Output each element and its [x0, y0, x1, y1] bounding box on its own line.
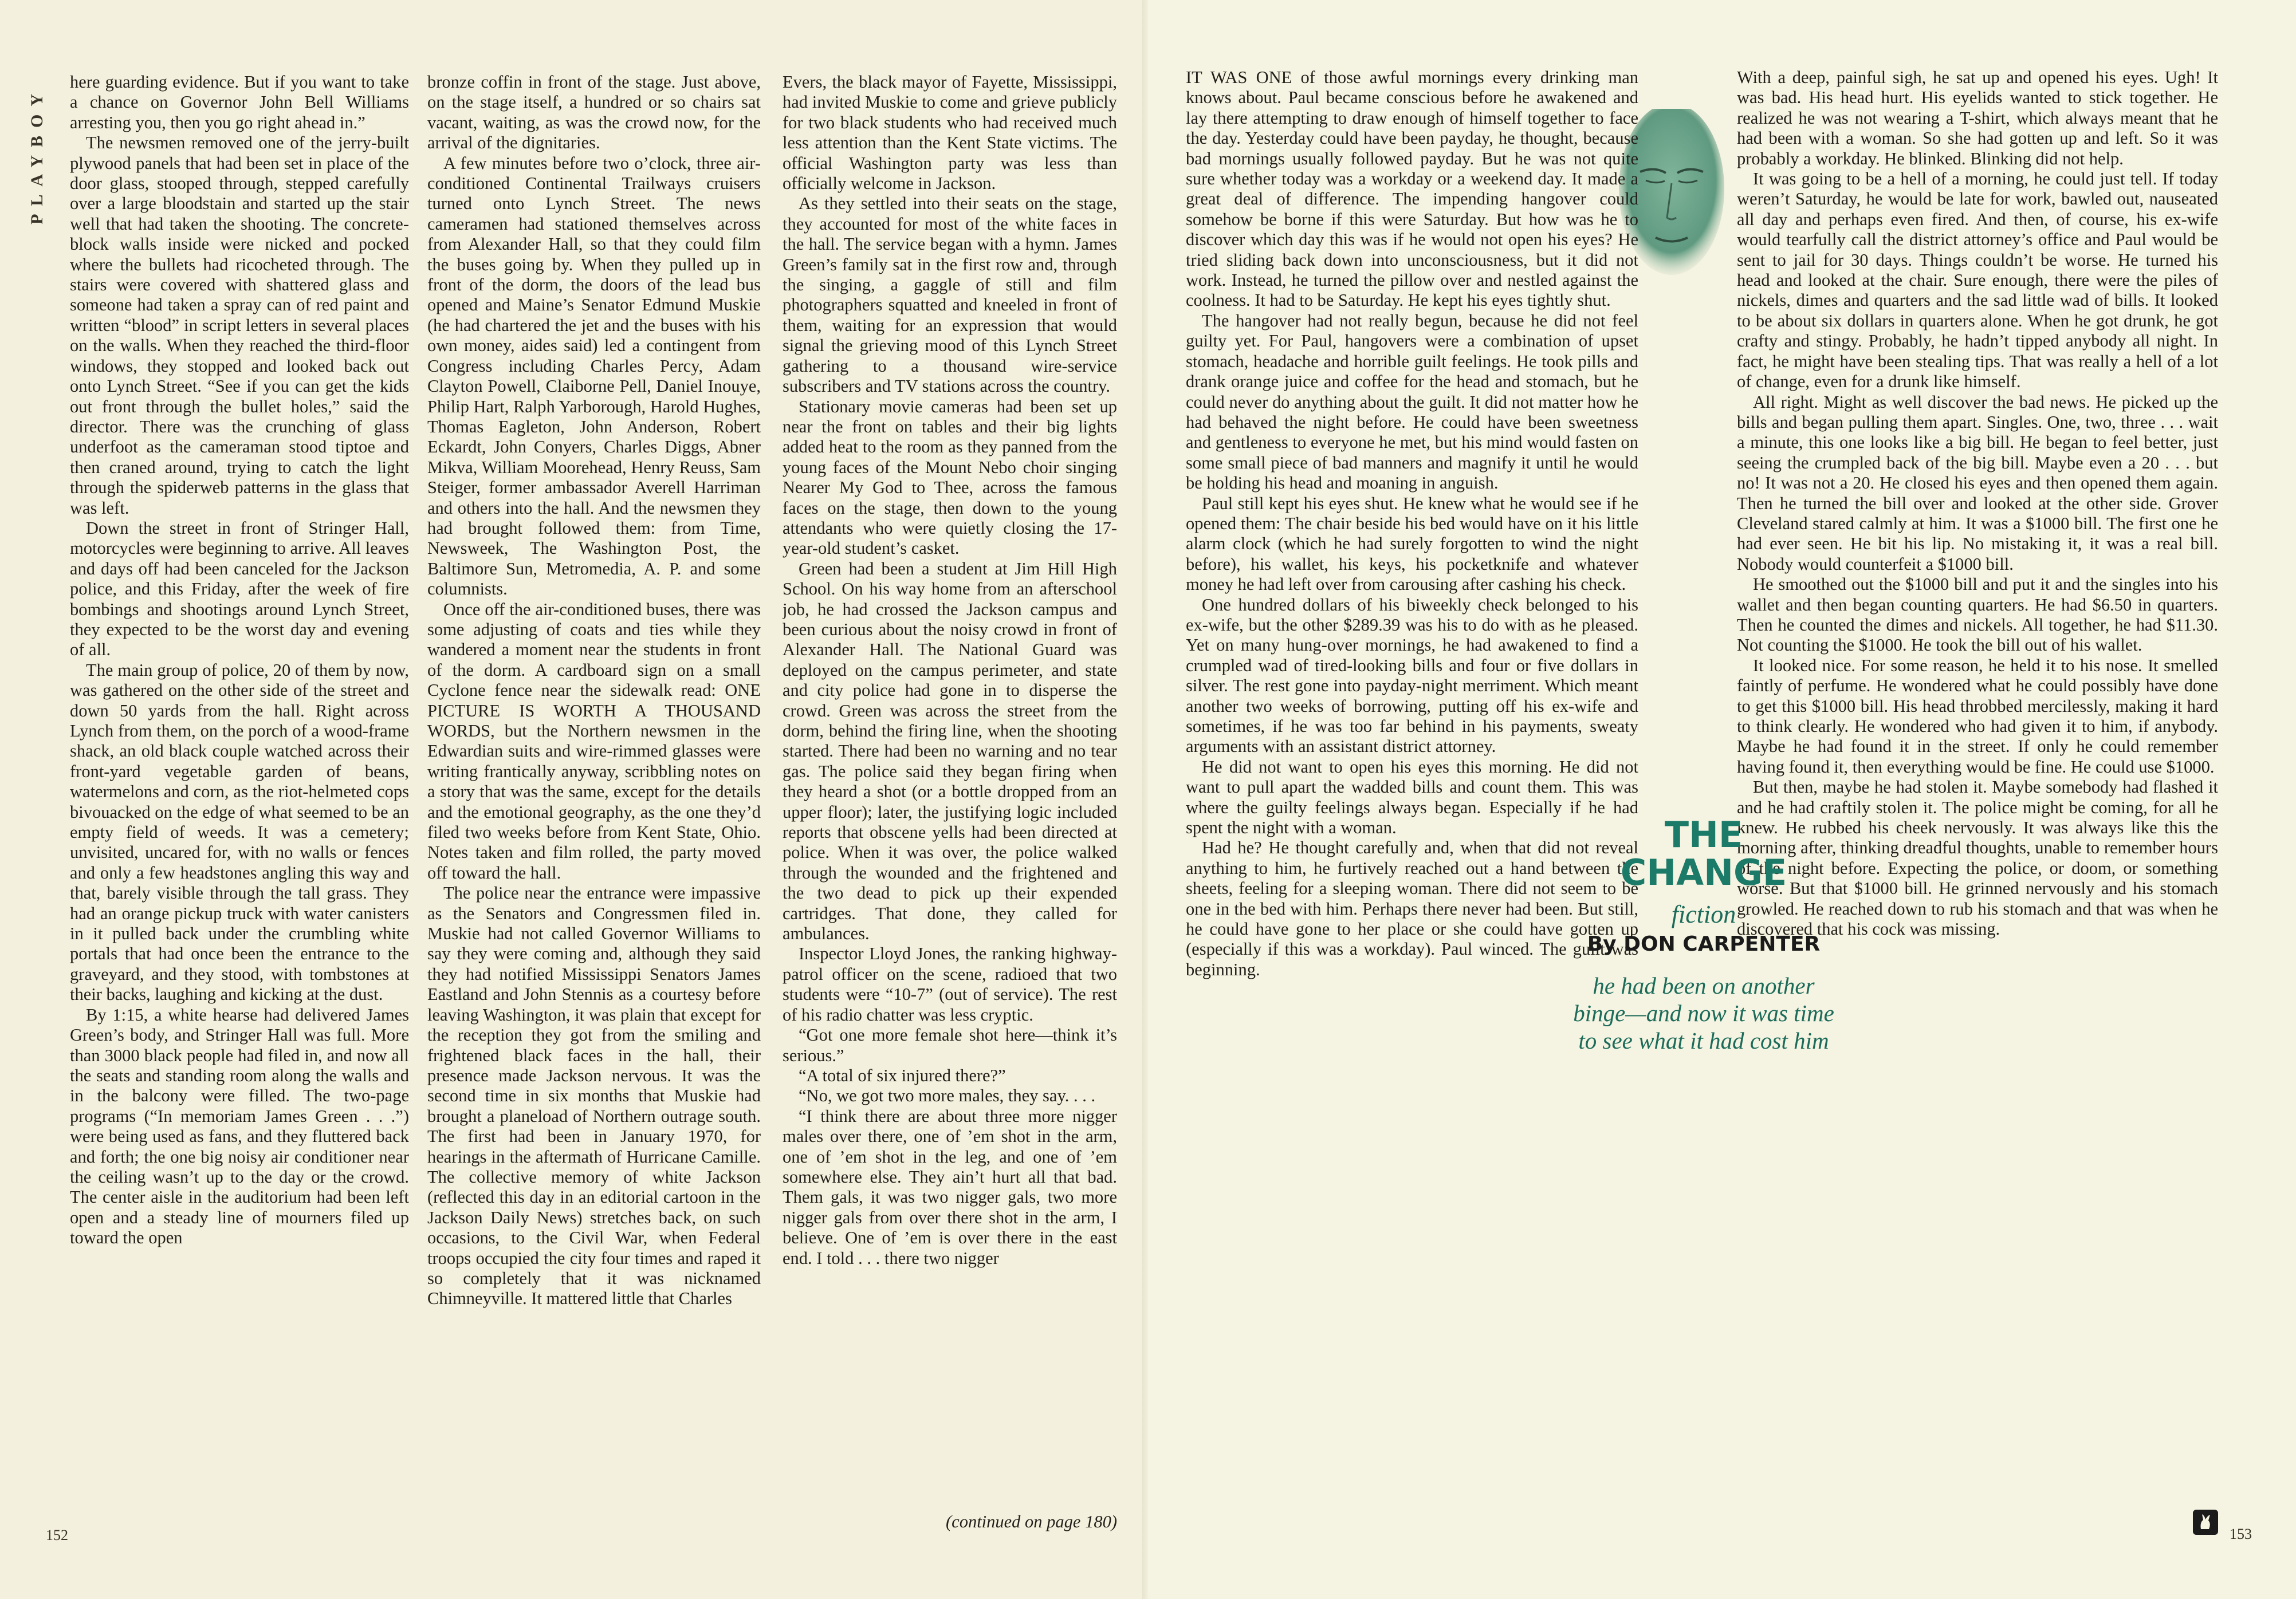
story-title-line1: THE: [1664, 814, 1743, 856]
playboy-bunny-icon: [2193, 1510, 2218, 1535]
page-number-left: 152: [46, 1527, 68, 1543]
story-title-block: [1566, 816, 1841, 1054]
left-column-2: [427, 72, 761, 1550]
story-dek: he had been on another binge—and now it was time to see what it had cost him: [1573, 972, 1834, 1054]
paragraph: “A total of six injured there?”: [799, 1065, 1006, 1085]
paragraph: bronze coffin in front of the stage. Just above, on the stage itself, a hundred or so chairs sat vacant, waiting, as was the crowd now, for the arrival of the dignitaries.: [427, 72, 761, 153]
paragraph: All right. Might as well discover the bad news. He picked up the bills and began pulling them apart. Singles. One, two, three . . . wait a minute, this one looks like a big bill. He began to feel better, just seeing the crumpled back of the big bill. Maybe even a 20 . . . but no! It was not a 20. He closed his eyes and then opened them again. Then he turned the bill over and looked at the other side. Grover Cleveland stared calmly at him. It was a $1000 bill. The first one he had ever seen. He bit his lip. No mistaking it, it was a real bill. Nobody would counterfeit a $1000 bill.: [1737, 392, 2218, 574]
paragraph: A few minutes before two o’clock, three air-conditioned Continental Trailways cruisers turned onto Lynch Street. The news cameramen had stationed themselves across from Alexander Hall, so that they could film the buses going by. When they pulled up in front of the dorm, the doors of the lead bus opened and Maine’s Senator Edmund Muskie (he had chartered the jet and the buses with his own money, aides said) led a contingent from Congress including Charles Percy, Adam Clayton Powell, Claiborne Pell, Daniel Inouye, Philip Hart, Ralph Yarborough, Harold Hughes, Thomas Eagleton, John Anderson, Robert Eckardt, John Conyers, Charles Diggs, Abner Mikva, William Moorehead, Henry Reuss, Sam Steiger, former ambassador Averell Harriman and others into the hall. And the newsmen they had brought followed them: from Time, Newsweek, The Washington Post, the Baltimore Sun, Metromedia, A. P. and some columnists.: [427, 153, 761, 599]
paragraph: As they settled into their seats on the stage, they accounted for most of the white faces in the hall. The service began with a hymn. James Green’s family sat in the first row and, through the singing, a gaggle of still and film photographers squatted and kneeled in front of them, waiting for an expression that would signal the grieving mood of this Lynch Street gathering to a thousand wire-service subscribers and TV stations across the country.: [783, 194, 1117, 396]
paragraph: Stationary movie cameras had been set up near the front on tables and their big lights added heat to the room as they panned from the young faces of the Mount Nebo choir singing Nearer My God to Thee, across the famous faces on the stage, then down to the young attendants who were quietly closing the 17-year-old student’s casket.: [783, 396, 1117, 558]
magazine-masthead-vertical: PLAYBOY: [27, 86, 46, 225]
paragraph: Evers, the black mayor of Fayette, Mississippi, had invited Muskie to come and grieve publicly for two black students who had received much less attention than the Kent State victims. The official Washington party was less than officially welcome in Jackson.: [783, 72, 1117, 194]
paragraph: Down the street in front of Stringer Hall, motorcycles were beginning to arrive. All leaves and days off had been canceled for the Jackson police, and this Friday, after the week of fire bombings and shootings around Lynch Street, they expected to be the worst day and evening of all.: [70, 518, 409, 660]
story-byline: By DON CARPENTER: [1587, 932, 1821, 956]
paragraph: The newsmen removed one of the jerry-built plywood panels that had been set in place of the door glass, stooped through, stepped carefully over a large bloodstain and started up the stair well that had taken the shooting. The concrete-block walls inside were nicked and pocked where the bullets had ricocheted through. The stairs were covered with shattered glass and someone had taken a spray can of red paint and written “blood” in script letters in several places on the walls. When they reached the third-floor windows, they stopped and looked back out onto Lynch Street. “See if you can get the kids out front through the bullet holes,” said the director. There was the crunching of glass underfoot as the cameraman stood tiptoe and then craned around, trying to catch the light through the spiderweb patterns in the glass that was left.: [70, 133, 409, 518]
paragraph: The police near the entrance were impassive as the Senators and Congressmen filed in. Muskie had not called Governor Williams to say they were coming and, although they said they had notified Mississippi Senators James Eastland and John Stennis as a courtesy before leaving Washington, it was plain that except for the reception they got from the smiling and frightened black faces in the hall, their presence made Jackson nervous. It was the second time in six months that Muskie had brought a planeload of Northern outrage south. The first had been in January 1970, for hearings in the aftermath of Hurricane Camille. The collective memory of white Jackson (reflected this day in an editorial cartoon in the Jackson Daily News) stretches back, on such occasions, to the Civil War, when Federal troops occupied the city four times and raped it so completely that it was nicknamed Chimneyville. It mattered little that Charles: [427, 883, 761, 1309]
paragraph: IT WAS ONE of those awful mornings every drinking man knows about. Paul became conscious before he awakened and lay there attempting to draw enough of himself together to face the day. Yesterday could have been payday, he thought, because bad mornings usually followed payday. But he was not quite sure whether today was a workday or a weekend day. It made a great deal of difference. The impending hangover could somehow be borne if this were Saturday. But how was he to discover which day this was if he would not open his eyes? He tried sliding back down into unconsciousness, but it did not work. Instead, he turned the pillow over and nestled against the coolness. It had to be Saturday. He kept his eyes tightly shut.: [1186, 68, 1638, 310]
paragraph: Paul still kept his eyes shut. He knew what he would see if he opened them: The chair beside his bed would have on it his little alarm clock (which he had surely forgotten to wind the night before), his wallet, his keys, his pocketknife and whatever money he had left over from carousing after cashing his check.: [1186, 493, 1638, 594]
paragraph: The main group of police, 20 of them by now, was gathered on the other side of the street and down 50 yards from the hall. Right across Lynch from them, on the porch of a wood-frame shack, an old black couple watched across their front-yard vegetable garden of beans, watermelons and corn, as the riot-helmeted cops bivouacked on the edge of what seemed to be an empty field of weeds. It was a cemetery; unvisited, uncared for, with no walls or fences and only a few headstones angling this way and that, barely visible through the tall grass. They had an orange pickup truck with water canisters in it pulled back under the crumbling white portals that had once been the entrance to the graveyard, and they stood, with tombstones at their backs, laughing and kicking at the dust.: [70, 660, 409, 1005]
paragraph: Green had been a student at Jim Hill High School. On his way home from an afterschool job, he had crossed the Jackson campus and been curious about the noisy crowd in front of Alexander Hall. The National Guard was deployed on the campus perimeter, and state and city police had gone in to disperse the crowd. Green was across the street from the dorm, behind the firing line, when the shooting started. There had been no warning and no tear gas. The police said they began firing when they heard a shot (or a bottle dropped from an upper floor); later, the justifying logic included reports that obscene yells had been directed at police. When it was over, the police walked through the wounded and the frightened and the two dead to pick up their expended cartridges. That done, they called for ambulances.: [783, 558, 1117, 944]
paragraph: The hangover had not really begun, because he did not feel guilty yet. For Paul, hangovers were a combination of upset stomach, headache and horrible guilt feelings. He took pills and drank orange juice and coffee for the head and stomach, but he could never do anything about the guilt. It did not matter how he had behaved the night before. He could have been sweetness and gentleness to everyone he met, but his mind would fasten on some small piece of bad manners and magnify it until he would be holding his head and moaning in anguish.: [1186, 310, 1638, 493]
paragraph: Inspector Lloyd Jones, the ranking highway-patrol officer on the scene, radioed that two students were “10-7” (out of service). The rest of his radio chatter was less cryptic.: [783, 944, 1117, 1025]
paragraph: “I think there are about three more nigger males over there, one of ’em shot in the arm, one of ’em shot in the leg, and one of ’em somewhere else. They ain’t hurt all that bad. Them gals, it was two nigger gals, two more nigger gals from over there shot in the arm, I believe. One of ’em is over there in the east end. I told . . . there two nigger: [783, 1106, 1117, 1268]
paragraph: here guarding evidence. But if you want to take a chance on Governor John Bell Williams arresting you, then you go right ahead in.”: [70, 72, 409, 132]
story-genre: fiction: [1671, 900, 1736, 928]
paragraph: Once off the air-conditioned buses, there was some adjusting of coats and ties while they wandered a moment near the students in front of the dorm. A cardboard sign on a small Cyclone fence near the sidewalk read: ONE PICTURE IS WORTH A THOUSAND WORDS, but the Northern newsmen in the Edwardian suits and wire-rimmed glasses were writing frantically anyway, scribbling notes on a story that was the same, except for the details and the emotional geography, as the one they’d filed two weeks before from Kent State, Ohio. Notes taken and film rolled, the party moved off toward the hall.: [427, 599, 761, 883]
paragraph: One hundred dollars of his biweekly check belonged to his ex-wife, but the other $289.39 was his to do with as he pleased. Yet on many hung-over mornings, he had awakened to find a crumpled wad of tired-looking bills and four or five dollars in silver. The rest gone into payday-night merriment. Which meant another two weeks of borrowing, putting off his ex-wife and sometimes, if he was too far behind in his payments, sweaty arguments with an assistant district attorney.: [1186, 594, 1638, 757]
story-title-line2: CHANGE: [1620, 852, 1787, 893]
paragraph: With a deep, painful sigh, he sat up and opened his eyes. Ugh! It was bad. His head hurt. His eyelids wanted to stick together. He realized he was not wearing a T-shirt, which always meant that he had been with a woman. So she had gotten up and left. So it was probably a workday. He blinked. Blinking did not help.: [1737, 68, 2218, 168]
paragraph: He did not want to open his eyes this morning. He did not want to pull apart the wadded bills and count them. This was where the guilty feelings always began. Especially if he had spent the night with a woman.: [1186, 757, 1638, 838]
right-column-2: [1737, 68, 2218, 1534]
paragraph: He smoothed out the $1000 bill and put it and the singles into his wallet and then began counting quarters. He had $6.50 in quarters. Then he counted the dimes and nickels. All together, he had $11.30. Not counting the $1000. He took the bill out of his wallet.: [1737, 574, 2218, 655]
paragraph: It was going to be a hell of a morning, he could just tell. If today weren’t Saturday, he would be late for work, bawled out, nauseated all day and perhaps even fired. And then, of course, his ex-wife would tearfully call the district attorney’s office and Paul would be sent to jail for 30 days. Things couldn’t be worse. He turned his head and looked at the chair. Sure enough, there were the piles of nickels, dimes and quarters and the sad little wad of bills. It looked to be about six dollars in quarters alone. When he got drunk, he got crafty and stingy. Probably, he hadn’t tipped anybody all night. In fact, he might have been stealing tips. That was really a hell of a lot of change, even for a drunk like himself.: [1737, 169, 2218, 392]
paragraph: It looked nice. For some reason, he held it to his nose. It smelled faintly of perfume. He wondered what he could possibly have done to get this $1000 bill. His head throbbed mercilessly, making it hard to think clearly. He wondered who had given it to him, if anybody. Maybe he had found it in the street. If only he could remember having found it, then everything would be fine. He could use $1000.: [1737, 655, 2218, 777]
paragraph: Had he? He thought carefully and, when that did not reveal anything to him, he furtively reached out a hand between the sheets, feeling for a sleeping woman. There did not seem to be one in the bed with him. Perhaps there never had been. But still, he could have gone to her place or she could have gotten up (especially if this was a workday). Paul winced. The guilt was beginning.: [1186, 838, 1638, 979]
left-column-1: [70, 72, 409, 1550]
paragraph: By 1:15, a white hearse had delivered James Green’s body, and Stringer Hall was full. More than 3000 black people had filed in, and now all the seats and standing room along the walls and in the balcony were filled. The two-page programs (“In memoriam James Green . . .”) were being used as fans, and they fluttered back and forth; the one big noisy air conditioner near the ceiling wasn’t up to the day or the crowd. The center aisle in the auditorium had been left open and a steady line of mourners filed up toward the open: [70, 1005, 409, 1248]
page-number-right: 153: [2230, 1526, 2252, 1542]
paragraph: “Got one more female shot here—think it’s serious.”: [783, 1025, 1117, 1065]
paragraph: “No, we got two more males, they say. . . .: [799, 1086, 1096, 1106]
left-column-3: [783, 72, 1117, 1515]
continued-note: (continued on page 180): [946, 1512, 1117, 1531]
paragraph: But then, maybe he had stolen it. Maybe somebody had flashed it and he had craftily stolen it. The police might be coming, for all he knew. He rubbed his cheek nervously. It was always like this the morning after, thinking dreadful thoughts, unable to remember hours of the night before. Expecting the police, or doom, or something worse. But that $1000 bill. He grinned nervously and his stomach growled. He reached down to rub his stomach and that was when he discovered that his cock was missing.: [1737, 777, 2218, 939]
right-column-1: [1186, 68, 1638, 1545]
